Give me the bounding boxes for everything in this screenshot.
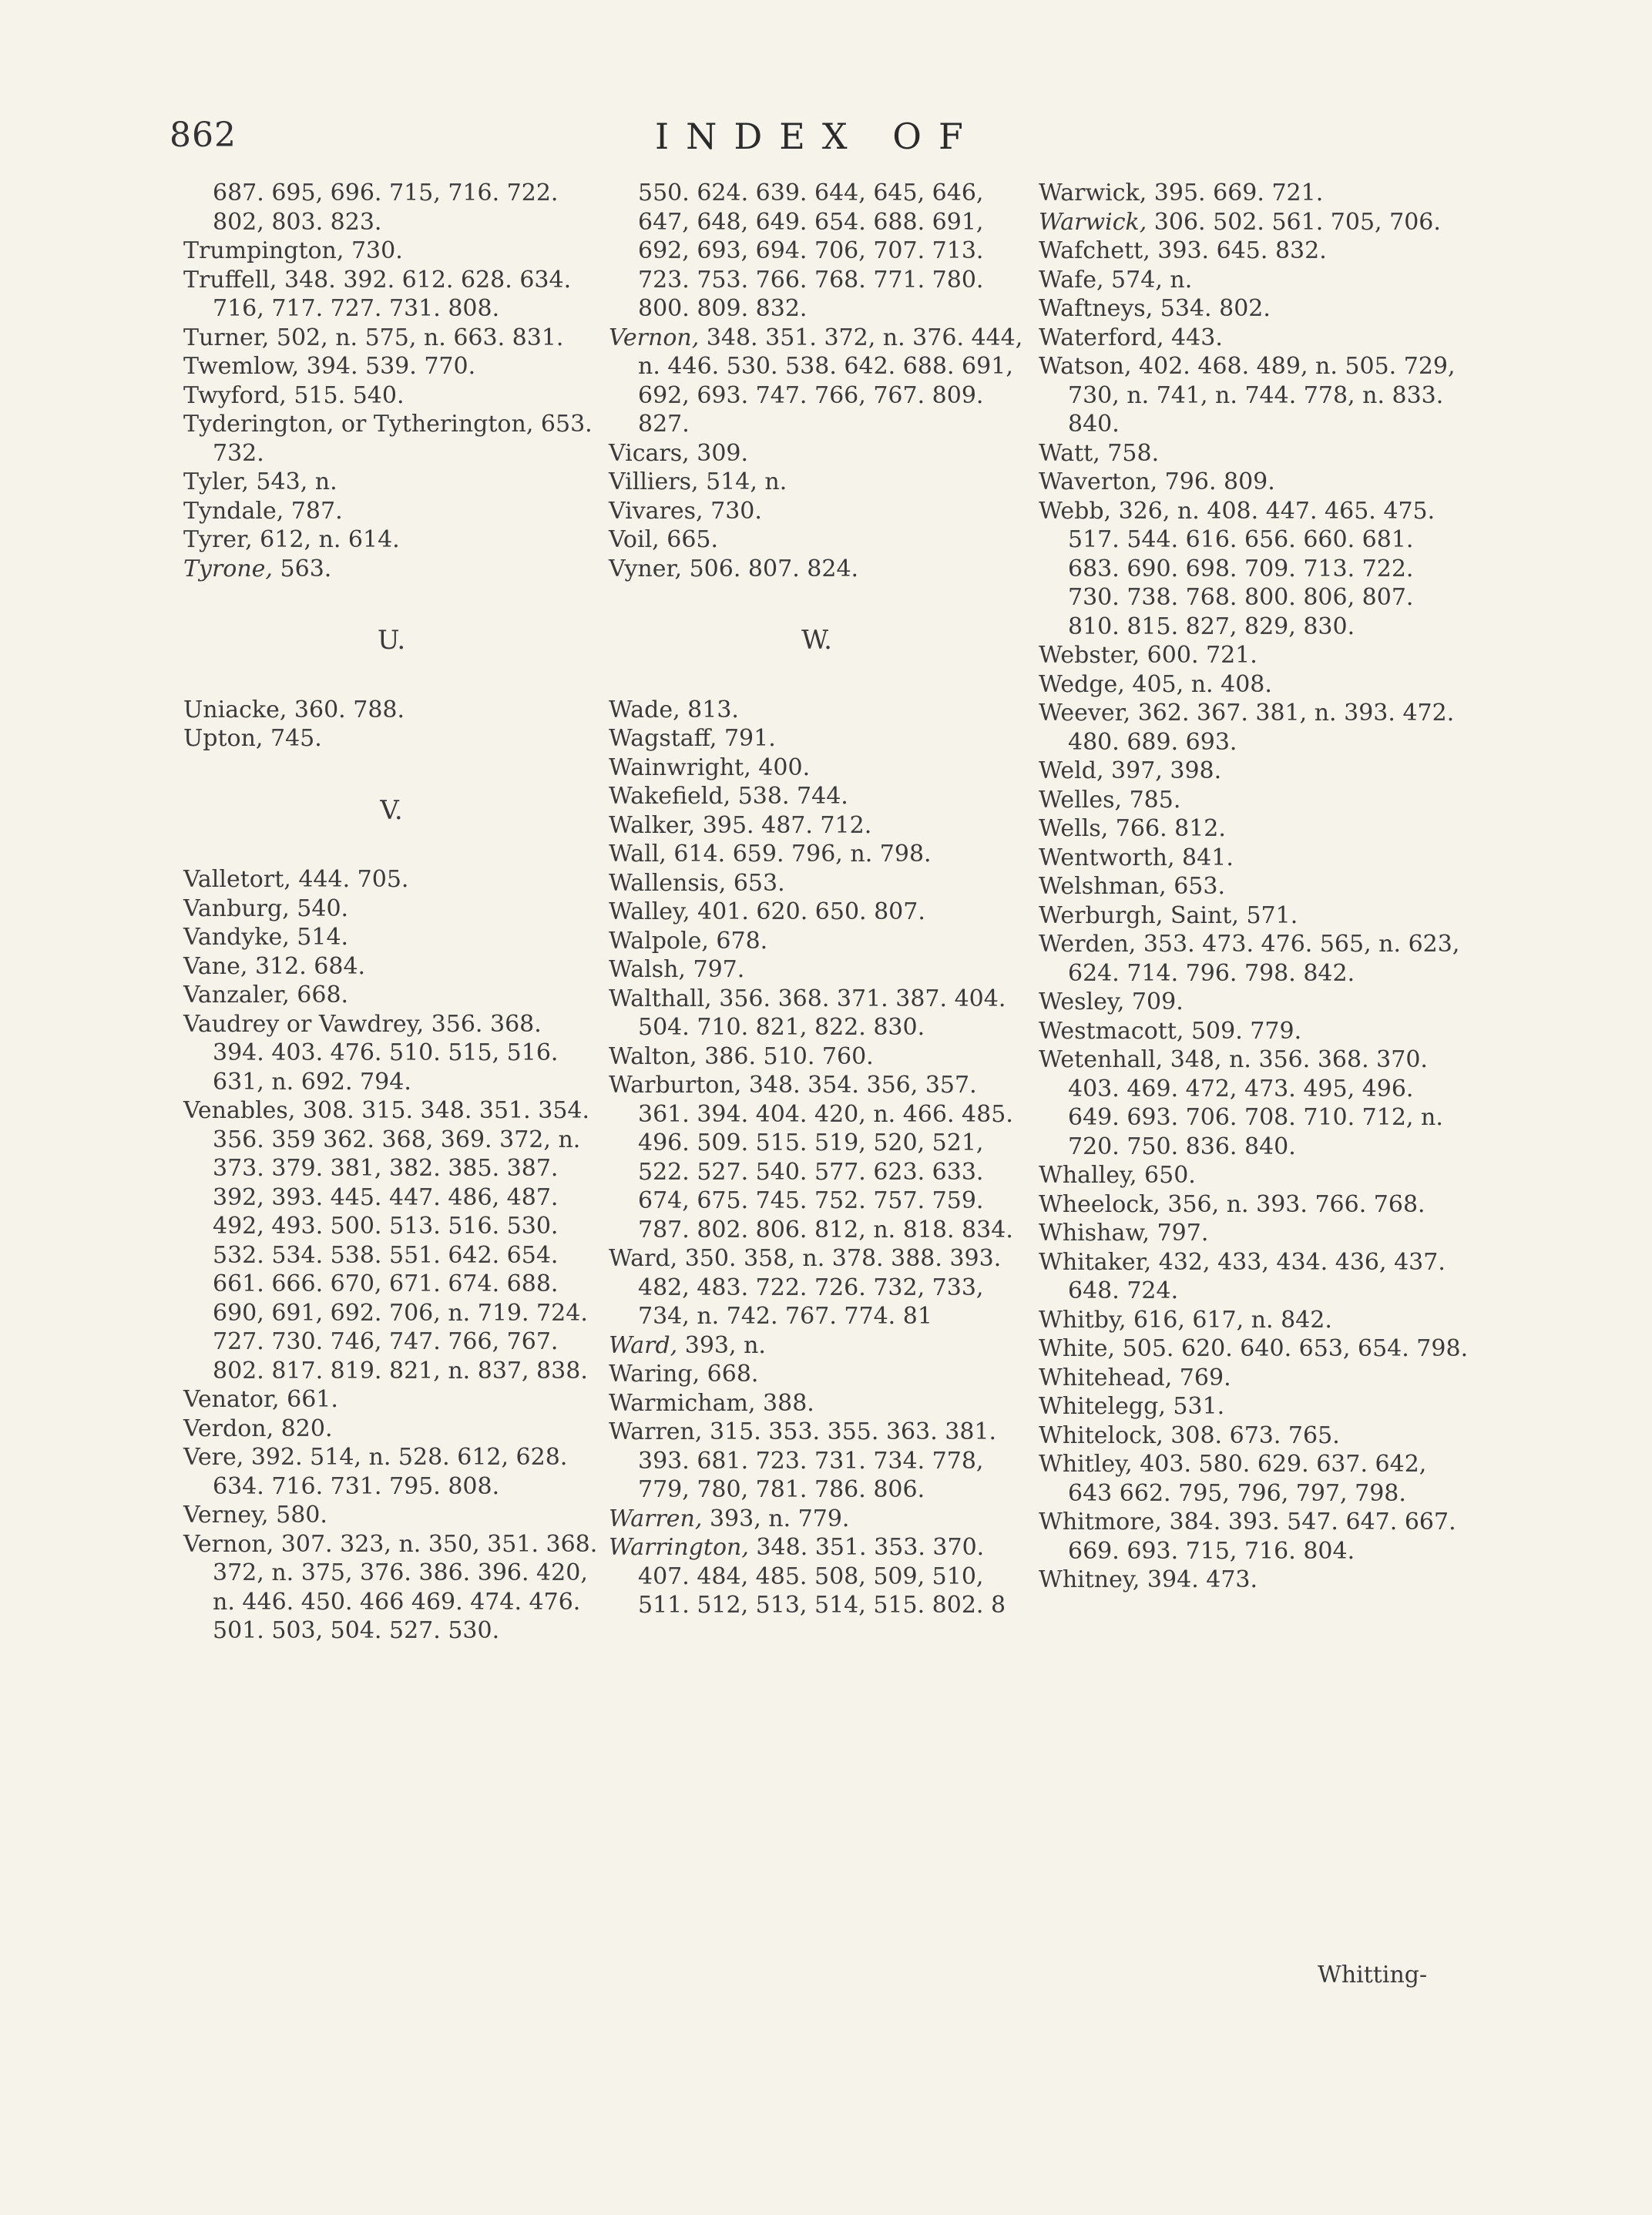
index-entry (1039, 699, 1470, 757)
index-column-1 (183, 179, 605, 1646)
index-entry (1039, 237, 1470, 266)
index-entry (609, 1331, 1025, 1361)
entry-page-refs: 394. 473. (1140, 1566, 1258, 1593)
entry-page-refs: 614. 659. 796, n. 798. (666, 841, 932, 868)
entry-name: Tyndale, (183, 497, 284, 525)
entry-name: Warwick, (1039, 180, 1147, 206)
entry-name: Warren, (609, 1505, 703, 1532)
entry-name: White, (1039, 1335, 1116, 1362)
entry-page-refs: 401. 620. 650. 807. (690, 898, 925, 925)
index-entry (1039, 1306, 1470, 1335)
entry-page-refs: 350. 358, n. 378. 388. 393. 482, 483. 722. 726. 732, 733, 734, n. 742. 767. 774. 81 (638, 1245, 1009, 1330)
entry-page-refs: 730. (344, 237, 403, 264)
entry-name: Welshman, (1039, 873, 1167, 900)
entry-page-refs: 813. (680, 696, 739, 723)
entry-name: Wall, (609, 841, 667, 868)
entry-page-refs: 534. 802. (1153, 295, 1271, 322)
entry-name: Waterford, (1039, 324, 1164, 351)
index-entry (183, 865, 599, 894)
entry-name: Villiers, (609, 468, 699, 495)
running-title: INDEX OF (655, 116, 980, 157)
entry-name: Walton, (609, 1042, 697, 1070)
index-entry (183, 923, 599, 952)
entry-name: Valletort, (183, 866, 291, 893)
index-entry (609, 696, 1025, 725)
entry-name: Warwick, (1039, 208, 1147, 236)
index-entry (1039, 1364, 1470, 1393)
entry-page-refs: 397, 398. (1103, 757, 1222, 784)
index-entry (609, 985, 1025, 1042)
entry-name: Wagstaff, (609, 725, 717, 752)
entry-page-refs: 356. 368. 371. 387. 404. 504. 710. 821, 822. 830. (638, 985, 1013, 1041)
entry-name: Trumpington, (183, 237, 344, 264)
index-entry (1039, 1248, 1470, 1306)
entry-page-refs: 393. 645. 832. (1150, 237, 1327, 264)
entry-name: Upton, (183, 725, 264, 752)
index-entry (1039, 1450, 1470, 1508)
index-entry (609, 1389, 1025, 1418)
entry-page-refs: 306. 502. 561. 705, 706. (1147, 208, 1441, 236)
index-entry (1039, 324, 1470, 353)
entry-page-refs: 580. (268, 1502, 327, 1529)
index-entry (183, 352, 599, 381)
index-entry-continuation: 550. 624. 639. 644, 645, 646, 647, 648, 649. 654. 688. 691, 692, 693, 694. 706, 707. 713. 723. 753. 766. 768. 771. 780. 800. 809. 832. (638, 180, 992, 322)
entry-page-refs: 432, 433, 434. 436, 437. 648. 724. (1068, 1248, 1453, 1304)
index-entry (183, 1385, 599, 1415)
index-entry (1039, 468, 1470, 497)
entry-name: Walthall, (609, 985, 712, 1012)
index-entry (609, 724, 1025, 753)
index-column-3 (1039, 179, 1470, 1595)
index-entry (1039, 814, 1470, 844)
entry-name: Wesley, (1039, 988, 1125, 1015)
entry-name: Watt, (1039, 439, 1100, 467)
index-entry (183, 410, 599, 468)
index-entry (609, 324, 1030, 439)
letter-heading: W. (801, 625, 832, 656)
entry-page-refs: 668. (289, 982, 349, 1008)
entry-name: Webster, (1039, 642, 1140, 669)
entry-page-refs: 348. 351. 372, n. 376. 444, n. 446. 530. 538. 642. 688. 691, 692, 693. 747. 766, 767. 809. 827. (638, 324, 1030, 438)
index-entry (183, 237, 599, 266)
index-entry (183, 696, 599, 725)
entry-name: Welles, (1039, 786, 1123, 814)
entry-name: Vernon, (183, 1530, 274, 1558)
index-entry (183, 324, 599, 353)
entry-name: Weld, (1039, 757, 1104, 784)
index-entry (609, 753, 1025, 783)
entry-page-refs: 616, 617, n. 842. (1126, 1306, 1332, 1334)
index-entry (1039, 439, 1470, 468)
entry-page-refs: 540. (289, 894, 349, 922)
entry-page-refs: 769. (1172, 1364, 1231, 1391)
entry-page-refs: 443. (1163, 324, 1223, 351)
entry-page-refs: 796. 809. (1157, 468, 1275, 495)
entry-name: Warrington, (609, 1534, 749, 1561)
entry-name: Walker, (609, 811, 696, 839)
entry-page-refs: 394. 539. 770. (299, 353, 476, 380)
index-entry (1039, 1566, 1470, 1595)
index-entry (609, 782, 1025, 811)
entry-name: Truffell, (183, 266, 277, 294)
index-column-2 (609, 179, 1030, 1620)
entry-page-refs: 395. 487. 712. (695, 811, 872, 839)
entry-page-refs: 514. (289, 924, 349, 951)
entry-name: Voil, (609, 526, 660, 553)
entry-name: Tyrone, (183, 555, 273, 582)
entry-name: Wallensis, (609, 869, 727, 897)
entry-name: Westmacott, (1039, 1017, 1184, 1045)
entry-page-refs: 312. 684. (247, 952, 366, 980)
entry-name: Warren, (609, 1418, 703, 1445)
entry-name: Watson, (1039, 353, 1132, 380)
entry-name: Vaudrey or Vawdrey, (183, 1010, 425, 1038)
index-entry (1039, 208, 1470, 237)
index-entry (1039, 670, 1470, 700)
index-entry (609, 1360, 1025, 1389)
entry-page-refs: 400. (750, 753, 811, 781)
index-entry (1039, 1045, 1470, 1161)
entry-page-refs: 797. (685, 956, 745, 983)
index-entry (1039, 1219, 1470, 1248)
index-entry (183, 1501, 599, 1530)
entry-name: Wentworth, (1039, 844, 1175, 871)
entry-page-refs: 348, n. 356. 368. 370. 403. 469. 472, 473. 495, 496. 649. 693. 706. 708. 710. 712, n. 720. 750. 836. 840. (1068, 1046, 1451, 1160)
entry-name: Whishaw, (1039, 1220, 1150, 1247)
entry-page-refs: 514, n. (698, 468, 787, 495)
entry-page-refs: 393, n. 779. (702, 1505, 850, 1532)
index-entry (1039, 1161, 1470, 1190)
entry-name: Vernon, (609, 324, 700, 351)
entry-page-refs: 506. 807. 824. (682, 555, 859, 582)
entry-name: Wheelock, (1039, 1190, 1160, 1218)
entry-page-refs: 745. (263, 725, 322, 752)
entry-name: Weever, (1039, 700, 1131, 727)
index-entry (609, 840, 1025, 869)
page-number: 862 (170, 116, 237, 155)
entry-name: Waftneys, (1039, 295, 1153, 322)
entry-page-refs: 403. 580. 629. 637. 642, 643 662. 795, 796, 797, 798. (1068, 1451, 1434, 1507)
entry-page-refs: 353. 473. 476. 565, n. 623, 624. 714. 796. 798. 842. (1068, 931, 1467, 987)
entry-page-refs: 395. 669. 721. (1147, 180, 1324, 206)
entry-page-refs: 650. (1137, 1162, 1196, 1189)
entry-name: Werburgh, Saint, (1039, 901, 1239, 929)
entry-page-refs: 362. 367. 381, n. 393. 472. 480. 689. 693. (1068, 700, 1462, 756)
entry-name: Webb, (1039, 497, 1112, 525)
entry-page-refs: 668. (700, 1361, 759, 1388)
index-entry (1039, 1392, 1470, 1421)
entry-page-refs: 543, n. (248, 468, 337, 495)
entry-name: Wafchett, (1039, 237, 1150, 264)
index-entry (1039, 179, 1470, 208)
entry-page-refs: 348. 351. 353. 370. 407. 484, 485. 508, 509, 510, 511. 512, 513, 514, 515. 802. 8 (638, 1534, 1006, 1619)
entry-name: Waring, (609, 1361, 700, 1388)
entry-page-refs: 356. 368. 394. 403. 476. 510. 515, 516. 631, n. 692. 794. (213, 1010, 566, 1096)
entry-page-refs: 386. 510. 760. (697, 1042, 874, 1070)
index-entry (183, 266, 599, 324)
index-entry (1039, 266, 1470, 295)
index-entry (183, 894, 599, 924)
entry-name: Tyderington, or Tytherington, (183, 411, 534, 438)
index-entry (1039, 930, 1470, 988)
index-entry (1039, 641, 1470, 670)
index-entry (183, 981, 599, 1010)
index-entry (183, 1415, 599, 1444)
entry-name: Warburton, (609, 1072, 742, 1099)
index-entry (1039, 352, 1470, 439)
index-entry (1039, 757, 1470, 786)
entry-name: Vanburg, (183, 894, 290, 922)
entry-page-refs: 841. (1174, 844, 1234, 871)
entry-page-refs: 612, n. 614. (252, 526, 400, 553)
entry-page-refs: 308. 315. 348. 351. 354. 356. 359 362. 368, 369. 372, n. 373. 379. 381, 382. 385. 387. 392, 393. 445. 447. 486, 487. 492, 493. 500. 513. 516. 530. 532. 534. 538. 551. 642. 654. 661. 666. 670, 671. 674. 688. 690, 691, 692. 706, n. 719. 724. 727. 730. 746, 747. 766, 767. 802. 817. 819. 821, n. 837, 838. (213, 1097, 597, 1384)
entry-page-refs: 571. (1238, 901, 1298, 929)
entry-name: Waverton, (1039, 468, 1158, 495)
index-entry (609, 1505, 1025, 1534)
entry-name: Vere, (183, 1444, 244, 1471)
entry-page-refs: 515. 540. (286, 381, 405, 409)
index-entry-continuation: 687. 695, 696. 715, 716. 722. 802, 803. 823. (213, 180, 566, 236)
index-entry (609, 497, 1025, 526)
entry-page-refs: 820. (274, 1415, 333, 1442)
entry-name: Whitmore, (1039, 1509, 1162, 1535)
letter-heading: V. (380, 794, 403, 826)
entry-name: Wedge, (1039, 670, 1125, 698)
entry-page-refs: 730. (703, 497, 762, 525)
entry-page-refs: 384. 393. 547. 647. 667. 669. 693. 715, 716. 804. (1068, 1509, 1464, 1565)
entry-name: Twyford, (183, 381, 287, 409)
index-entry (1039, 872, 1470, 901)
index-entry (609, 439, 1025, 468)
index-entry (1039, 1421, 1470, 1451)
entry-name: Whitney, (1039, 1566, 1140, 1593)
entry-name: Tyler, (183, 468, 249, 495)
entry-page-refs: 356, n. 393. 766. 768. (1160, 1190, 1425, 1218)
index-entry (609, 1244, 1025, 1331)
entry-name: Wade, (609, 696, 680, 723)
entry-name: Wainwright, (609, 753, 751, 781)
entry-page-refs: 388. (755, 1389, 814, 1417)
entry-page-refs: 758. (1100, 439, 1160, 467)
index-entry (609, 555, 1025, 584)
index-entry (183, 1530, 605, 1646)
entry-name: Vicars, (609, 439, 690, 467)
entry-name: Twemlow, (183, 353, 300, 380)
index-entry (183, 1443, 599, 1501)
entry-page-refs: 392. 514, n. 528. 612, 628. 634. 716. 731. 795. 808. (213, 1444, 575, 1500)
entry-name: Ward, (609, 1245, 678, 1272)
entry-name: Vivares, (609, 497, 703, 525)
index-entry (1039, 1017, 1470, 1046)
index-entry (609, 1042, 1025, 1072)
entry-page-refs: 563. (272, 555, 332, 582)
entry-name: Wetenhall, (1039, 1046, 1163, 1073)
index-entry (183, 1096, 599, 1385)
entry-page-refs: 444. 705. (290, 866, 409, 893)
entry-page-refs: 766. 812. (1108, 815, 1226, 842)
entry-name: Vane, (183, 952, 248, 980)
index-entry (183, 525, 599, 555)
entry-page-refs: 791. (717, 725, 776, 752)
entry-name: Vanzaler, (183, 982, 290, 1008)
entry-page-refs: 348. 354. 356, 357. 361. 394. 404. 420, n. 466. 485. 496. 509. 515. 519, 520, 521, 522. 527. 540. 577. 623. 633. 674, 675. 745. 752. 757. 759. 787. 802. 806. 812, n. 818. 834. (638, 1072, 1021, 1243)
index-entry (609, 1418, 1025, 1505)
index-entry (609, 898, 1025, 927)
entry-page-refs: 665. (659, 526, 719, 553)
entry-name: Walsh, (609, 956, 686, 983)
index-entry (183, 381, 599, 411)
entry-page-refs: 505. 620. 640. 653, 654. 798. (1115, 1335, 1469, 1362)
entry-name: Ward, (609, 1331, 678, 1359)
index-entry (183, 1010, 599, 1097)
entry-page-refs: 787. (284, 497, 343, 525)
entry-page-refs: 509. 779. (1184, 1017, 1302, 1045)
entry-name: Vandyke, (183, 924, 290, 951)
entry-page-refs: 709. (1124, 988, 1184, 1015)
index-entry (609, 1533, 1025, 1620)
entry-page-refs: 502, n. 575, n. 663. 831. (269, 324, 564, 351)
entry-name: Werden, (1039, 931, 1137, 958)
entry-page-refs: 797. (1150, 1220, 1209, 1247)
entry-page-refs: 309. (689, 439, 749, 467)
entry-name: Uniacke, (183, 696, 287, 723)
index-entry (183, 468, 599, 497)
entry-page-refs: 653. (1166, 873, 1225, 900)
entry-name: Verdon, (183, 1415, 274, 1442)
entry-name: Warmicham, (609, 1389, 756, 1417)
entry-name: Verney, (183, 1502, 269, 1529)
index-entry (1039, 1190, 1470, 1220)
entry-name: Wakefield, (609, 783, 731, 810)
entry-name: Walpole, (609, 927, 709, 955)
entry-name: Vyner, (609, 555, 683, 582)
entry-page-refs: 393, n. (677, 1331, 766, 1359)
index-entry (1039, 1334, 1470, 1364)
index-entry (609, 468, 1025, 497)
index-entry (609, 525, 1025, 555)
entry-name: Venables, (183, 1097, 296, 1124)
entry-page-refs: 785. (1122, 786, 1181, 814)
entry-page-refs: 531. (1165, 1393, 1225, 1420)
entry-page-refs: 678. (708, 927, 768, 955)
index-entry (1039, 844, 1470, 873)
entry-name: Tyrer, (183, 526, 253, 553)
index-entry (1039, 497, 1470, 642)
entry-name: Venator, (183, 1386, 280, 1413)
entry-page-refs: 405, n. 408. (1124, 670, 1272, 698)
letter-heading: U. (377, 625, 406, 656)
entry-page-refs: 360. 788. (287, 696, 405, 723)
index-entry (1039, 988, 1470, 1017)
entry-page-refs: 574, n. (1103, 266, 1193, 294)
entry-page-refs: 600. 721. (1140, 642, 1257, 669)
entry-page-refs: 326, n. 408. 447. 465. 475. 517. 544. 616. 656. 660. 681. 683. 690. 698. 709. 713. 722. 730. 738. 768. 800. 806, 807. 810. 815. 827, 829, 830. (1068, 497, 1442, 640)
index-entry (183, 497, 599, 526)
entry-page-refs: 402. 468. 489, n. 505. 729, 730, n. 741, n. 744. 778, n. 833. 840. (1068, 353, 1463, 438)
index-entry (183, 724, 599, 753)
entry-name: Whitelegg, (1039, 1393, 1166, 1420)
index-entry (1039, 1508, 1470, 1566)
entry-name: Whitehead, (1039, 1364, 1173, 1391)
entry-name: Wells, (1039, 815, 1109, 842)
entry-page-refs: 348. 392. 612. 628. 634. 716, 717. 727. 731. 808. (213, 266, 579, 322)
catchword: Whitting- (1318, 1962, 1428, 1988)
index-entry (183, 952, 599, 982)
index-entry (1039, 294, 1470, 324)
entry-page-refs: 315. 353. 355. 363. 381. 393. 681. 723. 731. 734. 778, 779, 780, 781. 786. 806. (638, 1418, 1004, 1503)
entry-name: Whitaker, (1039, 1248, 1152, 1276)
entry-name: Whitby, (1039, 1306, 1127, 1334)
entry-name: Whitelock, (1039, 1421, 1163, 1449)
entry-name: Wafe, (1039, 266, 1104, 294)
index-entry (1039, 786, 1470, 815)
index-entry (183, 555, 599, 584)
entry-name: Whalley, (1039, 1162, 1137, 1189)
entry-page-refs: 308. 673. 765. (1163, 1421, 1340, 1449)
index-entry (609, 869, 1025, 898)
entry-page-refs: 307. 323, n. 350, 351. 368. 372, n. 375, 376. 386. 396. 420, n. 446. 450. 466 469. 474. 476. 501. 503, 504. 527. 530. (213, 1530, 605, 1644)
entry-name: Whitley, (1039, 1451, 1133, 1478)
index-entry (609, 955, 1025, 985)
index-entry (609, 927, 1025, 956)
index-entry (609, 1071, 1025, 1244)
entry-page-refs: 661. (279, 1386, 338, 1413)
entry-page-refs: 653. (726, 869, 785, 897)
entry-page-refs: 538. 744. (730, 783, 848, 810)
entry-name: Walley, (609, 898, 690, 925)
index-entry (1039, 901, 1470, 931)
entry-name: Turner, (183, 324, 270, 351)
entry-page-refs: 653. 732. (213, 411, 600, 467)
index-entry (609, 811, 1025, 841)
